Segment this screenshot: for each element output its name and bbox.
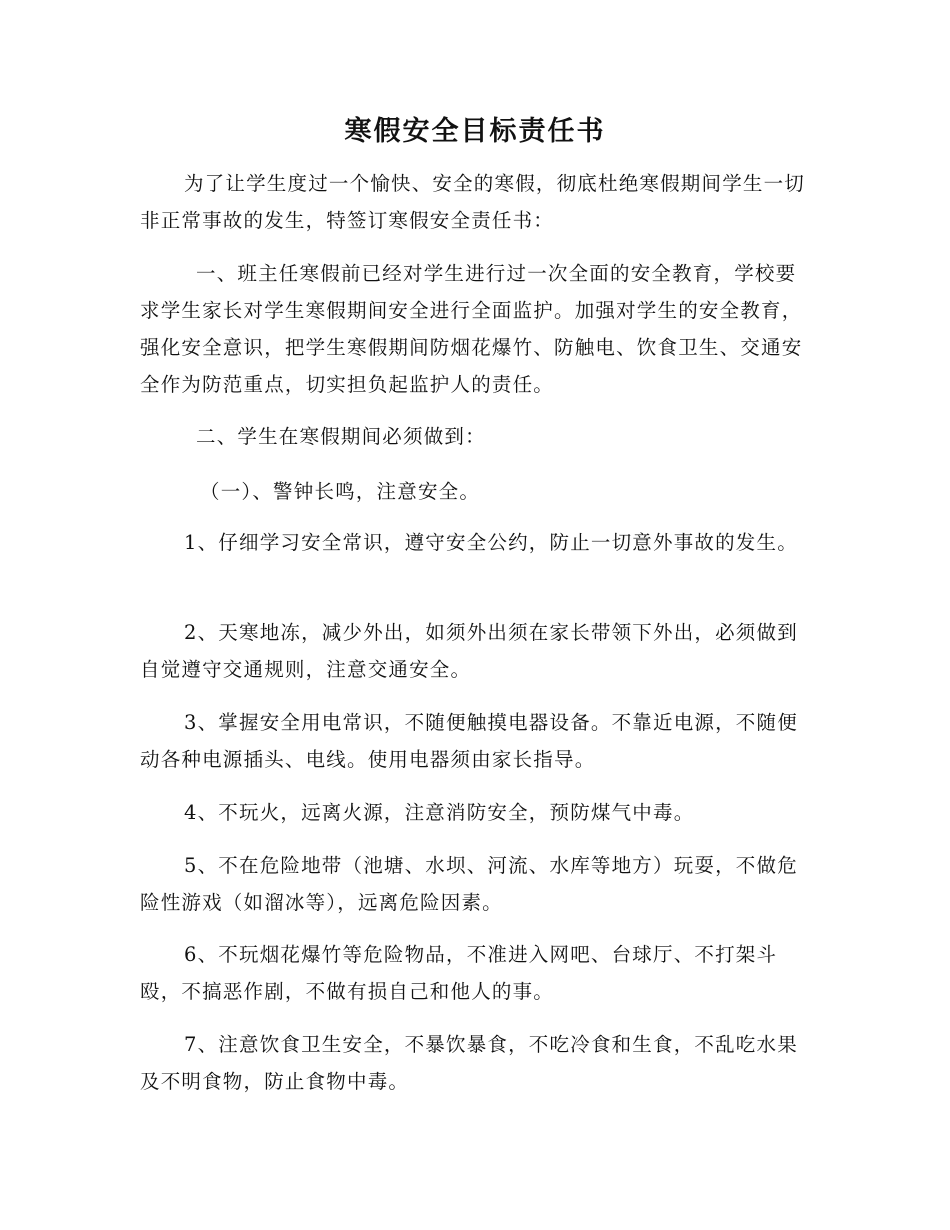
document-title: 寒假安全目标责任书 xyxy=(344,116,606,147)
intro-paragraph: 为了让学生度过一个愉快、安全的寒假，彻底杜绝寒假期间学生一切非正常事故的发生，特签订寒假安全责任书： xyxy=(140,172,806,232)
list-item: 6、不玩烟花爆竹等危险物品，不准进入网吧、台球厅、不打架斗殴，不搞恶作剧，不做有损自己和他人的事。 xyxy=(140,943,778,1003)
section-two-heading: 二、学生在寒假期间必须做到： xyxy=(196,425,486,448)
list-item: 4、不玩火，远离火源，注意消防安全，预防煤气中毒。 xyxy=(184,801,695,824)
list-item: 1、仔细学习安全常识，遵守安全公约，防止一切意外事故的发生。 xyxy=(184,531,798,554)
list-item: 7、注意饮食卫生安全，不暴饮暴食，不吃冷食和生食，不乱吃水果及不明食物，防止食物中毒。 xyxy=(140,1033,798,1093)
list-item: 5、不在危险地带（池塘、水坝、河流、水库等地方）玩耍，不做危险性游戏（如溜冰等），远离危险因素。 xyxy=(140,854,798,914)
section-one-paragraph: 一、班主任寒假前已经对学生进行过一次全面的安全教育，学校要求学生家长对学生寒假期间安全进行全面监护。加强对学生的安全教育，强化安全意识，把学生寒假期间防烟花爆竹、防触电、饮食卫生、交通安全作为防范重点，切实担负起监护人的责任。 xyxy=(140,262,803,396)
list-item: 3、掌握安全用电常识，不随便触摸电器设备。不靠近电源，不随便动各种电源插头、电线。使用电器须由家长指导。 xyxy=(140,711,798,771)
list-item: 2、天寒地冻，减少外出，如须外出须在家长带领下外出，必须做到自觉遵守交通规则，注意交通安全。 xyxy=(140,621,798,681)
subsection-one-heading: （一）、警钟长鸣，注意安全。 xyxy=(200,480,481,503)
